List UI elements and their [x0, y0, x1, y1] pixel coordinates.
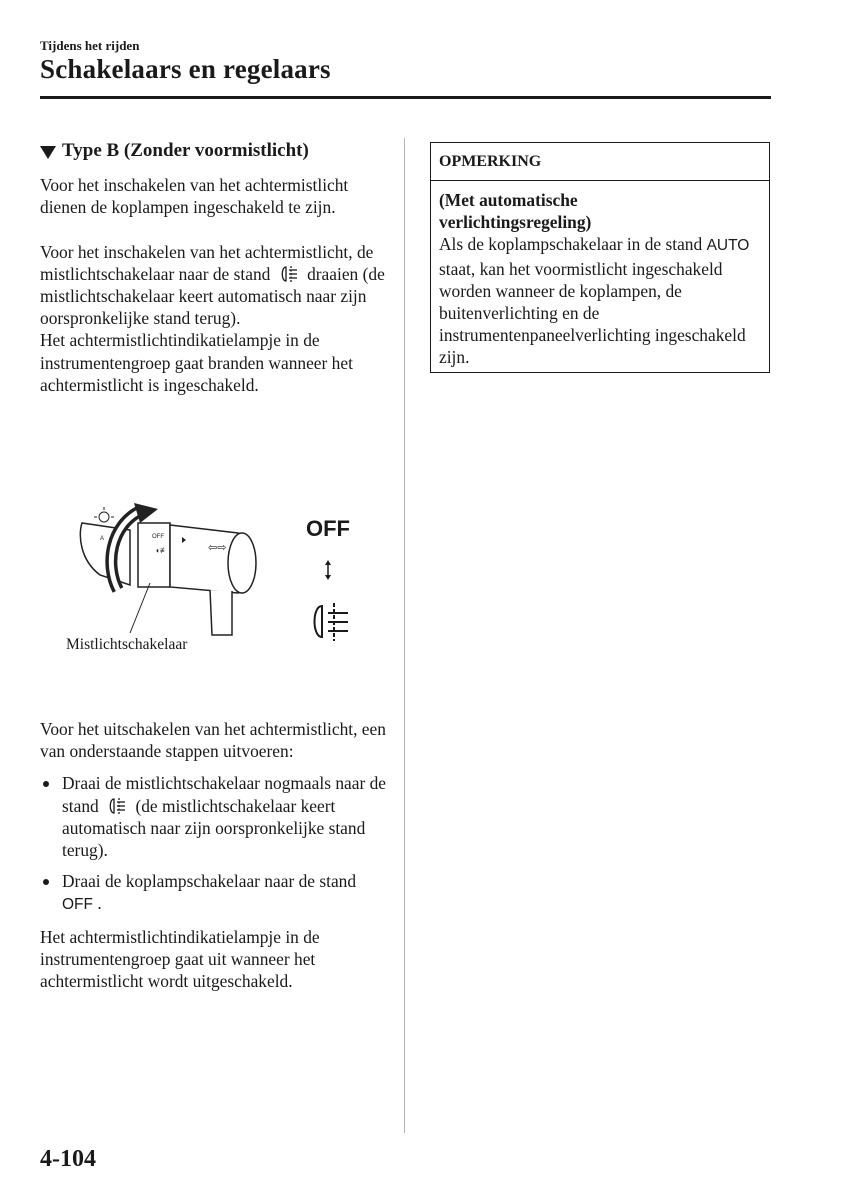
auto-word: AUTO [706, 237, 750, 255]
section-label: Tijdens het rijden [40, 38, 140, 53]
svg-text:⇦⇨: ⇦⇨ [208, 542, 227, 554]
subheading [40, 140, 390, 162]
triangle-marker-icon [40, 146, 56, 159]
list-item: Draai de koplampschakelaar naar de stand OFF . [40, 870, 390, 916]
svg-text:≡: ≡ [106, 551, 110, 557]
subheading-text: Type B (Zonder voormistlicht) [62, 140, 309, 161]
rear-fog-light-icon [279, 265, 299, 283]
off-label: OFF [306, 516, 350, 541]
paragraph-1: Voor het inschakelen van het achtermistlicht dienen de koplampen ingeschakeld te zijn. [40, 175, 349, 218]
steps-list [40, 772, 390, 916]
title-rule [40, 96, 771, 99]
paragraph-2: Voor het inschakelen van het achtermistlicht, de mistlichtschakelaar naar de stand draaien (de mistlichtschakelaar keert automatisch naar zijn oorspronkelijke stand terug). [40, 241, 385, 329]
left-column [40, 140, 390, 396]
svg-text:OFF: OFF [152, 534, 164, 540]
bullet-icon [43, 781, 49, 787]
double-arrow-icon [325, 560, 331, 580]
column-divider [404, 138, 405, 1133]
lower-text [40, 718, 390, 992]
note-box [430, 142, 770, 373]
off-word: OFF [62, 896, 93, 914]
closing-paragraph: Het achtermistlichtindikatielampje in de instrumentengroep gaat uit wanneer het achtermistlicht wordt uitgeschakeld. [40, 926, 320, 992]
paragraph-3: Het achtermistlichtindikatielampje in de instrumentengroep gaat branden wanneer het achtermistlicht is ingeschakeld. [40, 330, 353, 395]
page-number: 4-104 [40, 1146, 96, 1172]
rear-fog-light-symbol-icon [315, 603, 349, 641]
svg-text:A: A [100, 536, 105, 542]
page-title: Schakelaars en regelaars [40, 54, 331, 84]
rear-fog-light-icon [107, 797, 127, 815]
intro-paragraph: Voor het uitschakelen van het achtermistlicht, een van onderstaande stappen uitvoeren: [40, 719, 386, 762]
list-item: Draai de mistlichtschakelaar nogmaals naar de stand (de mistlichtschakelaar keert automatisch naar zijn oorspronkelijke stand terug). [40, 772, 390, 861]
note-text: Als de koplampschakelaar in de stand AUTO staat, kan het voormistlicht ingeschakeld worden wanneer de koplampen, de buitenverlichting en de instrumentenpaneelverlichting ingeschakeld zijn. [439, 234, 750, 368]
figure-caption: Mistlichtschakelaar [66, 636, 188, 653]
note-body [431, 181, 769, 377]
svg-text:◖≢: ◖≢ [155, 546, 168, 555]
note-subheading: (Met automatische verlichtingsregeling) [439, 190, 592, 233]
bullet-icon [43, 879, 49, 885]
stalk-illustration [80, 503, 256, 635]
note-heading: OPMERKING [431, 143, 769, 181]
